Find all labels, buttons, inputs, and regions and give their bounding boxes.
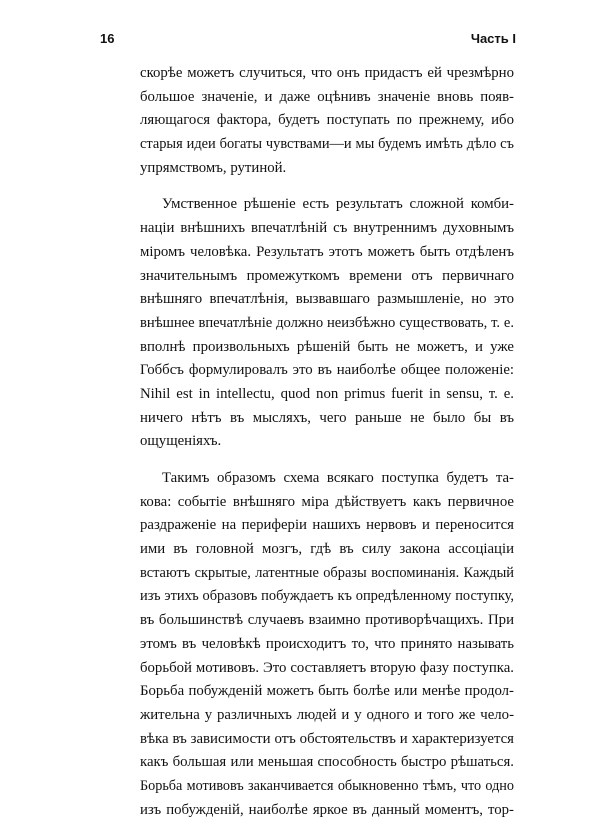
text-line: значительнымъ промежуткомъ времени отъ первичнаго xyxy=(140,267,514,284)
text-line: внѣшнее впечатлѣніе должно неизбѣжно существовать, т. е. xyxy=(140,314,514,331)
text-line: Борьба побужденій можетъ быть болѣе или менѣе продол- xyxy=(140,683,514,700)
text-line: изъ этихъ образовъ побуждаетъ къ опредѣленному поступку, xyxy=(140,588,514,605)
text-line: міромъ человѣка. Результатъ этотъ можетъ быть отдѣленъ xyxy=(140,243,514,260)
text-line: борьбой мотивовъ. Это составляетъ вторую фазу поступка. xyxy=(140,659,514,676)
text-line: ляющагося фактора, будетъ поступать по прежнему, ибо xyxy=(140,112,514,129)
body-text xyxy=(140,62,514,822)
text-line: кова: событіе внѣшняго міра дѣйствуетъ какъ первичное xyxy=(140,493,514,510)
text-line: ничего нѣтъ въ мысляхъ, чего раньше не было бы въ xyxy=(140,409,514,426)
text-line: скорѣе можетъ случиться, что онъ придастъ ей чрезмѣрно xyxy=(140,65,514,81)
text-line: старыя идеи богаты чувствами—и мы будемъ имѣть дѣло съ xyxy=(140,136,514,153)
text-line: Умственное рѣшеніе есть результатъ сложной комби- xyxy=(162,196,514,213)
text-line: внѣшняго впечатлѣнія, вызвавшаго размышленіе, но это xyxy=(140,291,514,308)
text-line: какъ большая или меньшая способность быстро рѣшаться. xyxy=(140,754,514,771)
paragraph-gap xyxy=(140,180,514,193)
text-line: Гоббсъ формулировалъ это въ наиболѣе общее положеніе: xyxy=(140,362,514,379)
text-line: націи внѣшнихъ впечатлѣній съ внутреннимъ духовнымъ xyxy=(140,220,514,237)
text-line: Борьба мотивовъ заканчивается обыкновенно тѣмъ, что одно xyxy=(140,777,514,794)
text-line: Такимъ образомъ схема всякаго поступка будетъ та- xyxy=(162,470,514,486)
text-line: большое значеніе, и даже оцѣнивъ значеніе вновь появ- xyxy=(140,88,514,105)
paragraph xyxy=(140,62,514,180)
text-line: жительна у различныхъ людей и у одного и того же чело- xyxy=(140,706,514,723)
text-line: ощущеніяхъ. xyxy=(140,433,222,450)
text-line: изъ побужденій, наиболѣе яркое въ данный моментъ, тор- xyxy=(140,801,514,818)
paragraph xyxy=(140,193,514,454)
paragraph-gap xyxy=(140,454,514,467)
text-line: упрямствомъ, рутиной. xyxy=(140,159,287,176)
text-line: ими въ головной мозгъ, гдѣ въ силу закона ассоціаціи xyxy=(140,541,514,558)
text-line: раздраженіе на периферіи нашихъ нервовъ и переносится xyxy=(140,517,514,534)
running-header xyxy=(100,31,516,49)
part-title: Часть I xyxy=(470,31,516,46)
paragraph xyxy=(140,467,514,822)
text-line: встаютъ скрытые, латентные образы воспоминанія. Каждый xyxy=(140,564,514,581)
page-number: 16 xyxy=(100,31,115,46)
text-line: вполнѣ произвольныхъ рѣшеній быть не можетъ, и уже xyxy=(140,338,514,355)
text-line: этомъ въ человѣкѣ происходитъ то, что принято называть xyxy=(140,635,514,652)
text-line: въ большинствѣ случаевъ взаимно противорѣчащихъ. При xyxy=(140,612,514,629)
text-line: Nihil est in intellectu, quod non primus fuerit in sensu, т. е. xyxy=(140,385,514,402)
text-line: вѣка въ зависимости отъ обстоятельствъ и характеризуется xyxy=(140,730,514,747)
